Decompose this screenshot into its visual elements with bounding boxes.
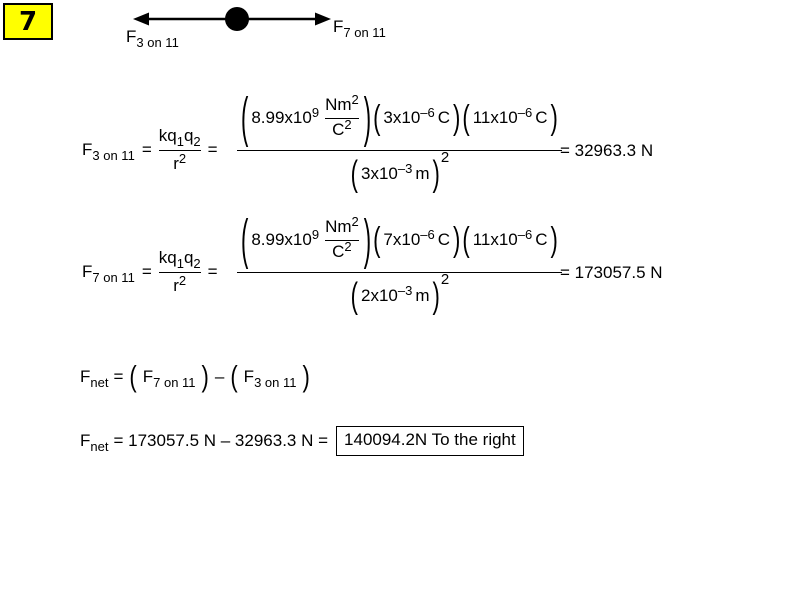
formula-numerator: [159, 123, 201, 150]
open-paren: (: [462, 97, 470, 137]
right-arrowhead-icon: [315, 13, 331, 26]
constant-units-fraction: [325, 94, 359, 143]
equals-sign: =: [207, 139, 218, 159]
force-symbol: F: [142, 366, 154, 386]
charge-coefficient: 7x10: [383, 229, 421, 249]
r-exponent: 2: [178, 272, 187, 288]
unit-newton-meter: Nm: [325, 95, 352, 115]
equals-sign: =: [141, 261, 152, 281]
unit-exponent: 2: [344, 117, 352, 132]
fnet-term1: [142, 366, 196, 390]
eq1-charge1: [383, 104, 451, 128]
k-q-symbol: kq: [158, 125, 177, 145]
fnet-symbolic-equation: [80, 360, 311, 394]
charge-exponent: –6: [517, 104, 533, 120]
force-symbol: F: [82, 261, 93, 281]
left-force-label: [126, 27, 179, 50]
units-numerator: [325, 216, 359, 240]
eq1-lhs: [82, 120, 218, 180]
charge-unit: C: [437, 107, 451, 127]
eq2-value-fraction: [237, 208, 562, 319]
coulomb-formula-fraction: [159, 123, 201, 178]
unit-exponent: 2: [351, 92, 359, 107]
unit-coulomb: C: [332, 120, 345, 140]
eq2-charge1: [383, 226, 451, 250]
fnet-term: [80, 366, 109, 390]
close-paren: ): [302, 359, 310, 394]
close-paren: ): [453, 97, 461, 137]
distance-coefficient: 3x10: [360, 163, 398, 183]
fnet-term: [80, 430, 109, 454]
close-paren: ): [432, 152, 440, 194]
eq1-distance: [360, 160, 430, 184]
force-subscript: 3 on 11: [92, 147, 135, 163]
charge-coefficient: 11x10: [472, 107, 518, 127]
close-paren: ): [363, 85, 372, 148]
close-paren: ): [432, 274, 440, 316]
force-symbol: F: [243, 366, 255, 386]
q1-subscript: 1: [176, 133, 184, 149]
units-denominator: [332, 241, 352, 265]
close-paren: ): [363, 207, 372, 270]
open-paren: (: [462, 219, 470, 259]
left-arrowhead-icon: [133, 13, 149, 26]
charge-unit: C: [437, 229, 451, 249]
equals-sign: =: [207, 261, 218, 281]
close-paren: ): [453, 219, 461, 259]
charge-exponent: –6: [420, 104, 435, 120]
force-subscript: 3 on 11: [136, 35, 179, 50]
problem-number: 7: [18, 6, 38, 37]
distance-exponent: –3: [397, 160, 413, 176]
force-subscript: 7 on 11: [92, 269, 135, 285]
constant-exponent: 9: [311, 104, 320, 120]
fnet-numeric-equation: [80, 424, 524, 458]
force-symbol: F: [82, 139, 93, 159]
eq1-value-fraction: [237, 86, 562, 197]
problem-number-badge: [3, 3, 53, 40]
open-paren: (: [241, 207, 249, 270]
eq2-distance: [360, 282, 430, 306]
net-subscript: net: [90, 374, 109, 390]
q-symbol: q: [183, 247, 194, 267]
open-paren: (: [350, 152, 358, 194]
unit-coulomb: C: [332, 242, 345, 262]
q1-subscript: 1: [176, 255, 184, 271]
q2-subscript: 2: [193, 133, 201, 149]
units-denominator: [332, 119, 352, 143]
distance-unit: m: [415, 163, 430, 183]
coulomb-formula-fraction: [159, 245, 201, 300]
equals-sign: =: [113, 366, 124, 386]
close-paren: ): [201, 359, 209, 394]
eq2-result: = 173057.5 N: [560, 263, 663, 282]
charge-unit: C: [535, 229, 548, 249]
formula-denominator: [173, 151, 186, 178]
charge-unit: C: [535, 107, 548, 127]
coulomb-constant: [251, 104, 320, 128]
distance-exponent: –3: [397, 282, 413, 298]
constant-exponent: 9: [311, 226, 320, 242]
eq2-numerator: [237, 208, 562, 272]
q-symbol: q: [183, 125, 194, 145]
charge-coefficient: 11x10: [472, 229, 518, 249]
open-paren: (: [350, 274, 358, 316]
open-paren: (: [241, 85, 249, 148]
r-symbol: r: [173, 275, 179, 295]
r-symbol: r: [173, 153, 179, 173]
final-answer-box: 140094.2N To the right: [336, 426, 524, 455]
close-paren: ): [550, 97, 558, 137]
open-paren: (: [373, 219, 381, 259]
right-force-label: [333, 17, 386, 40]
eq1-denominator: [350, 148, 450, 197]
unit-newton-meter: Nm: [325, 217, 352, 237]
squared-exponent: 2: [440, 148, 450, 166]
eq2-denominator: [350, 270, 450, 319]
open-paren: (: [230, 359, 238, 394]
open-paren: (: [129, 359, 137, 394]
charge-exponent: –6: [420, 226, 435, 242]
formula-numerator: [159, 245, 201, 272]
force-subscript: 3 on 11: [254, 374, 297, 390]
eq1-numerator: [237, 86, 562, 150]
units-numerator: [325, 94, 359, 118]
charge-dot: [225, 7, 249, 31]
force-subscript: 7 on 11: [153, 374, 196, 390]
eq2-force-term: [82, 261, 135, 285]
fnet-expression: = 173057.5 N – 32963.3 N =: [113, 430, 329, 450]
net-subscript: net: [90, 438, 109, 454]
coulomb-constant: [251, 226, 320, 250]
close-paren: ): [550, 219, 558, 259]
equals-sign: =: [141, 139, 152, 159]
force-subscript: 7 on 11: [343, 25, 386, 40]
eq2-charge2: [472, 226, 548, 250]
fnet-term2: [243, 366, 297, 390]
eq1-result: = 32963.3 N: [560, 141, 654, 160]
formula-denominator: [173, 273, 186, 300]
k-q-symbol: kq: [158, 247, 177, 267]
minus-sign: –: [214, 366, 225, 386]
force-symbol: F: [80, 430, 91, 450]
eq1-charge2: [472, 104, 548, 128]
force-symbol: F: [333, 17, 344, 36]
r-exponent: 2: [178, 150, 187, 166]
unit-exponent: 2: [344, 239, 352, 254]
constant-units-fraction: [325, 216, 359, 265]
charge-exponent: –6: [517, 226, 533, 242]
open-paren: (: [373, 97, 381, 137]
unit-exponent: 2: [351, 214, 359, 229]
force-symbol: F: [126, 27, 137, 46]
constant-coefficient: 8.99x10: [251, 229, 312, 249]
force-symbol: F: [80, 366, 91, 386]
distance-coefficient: 2x10: [360, 285, 398, 305]
q2-subscript: 2: [193, 255, 201, 271]
eq1-force-term: [82, 139, 135, 163]
squared-exponent: 2: [440, 270, 450, 288]
charge-coefficient: 3x10: [383, 107, 421, 127]
constant-coefficient: 8.99x10: [251, 107, 312, 127]
eq2-lhs: [82, 242, 218, 302]
distance-unit: m: [415, 285, 430, 305]
